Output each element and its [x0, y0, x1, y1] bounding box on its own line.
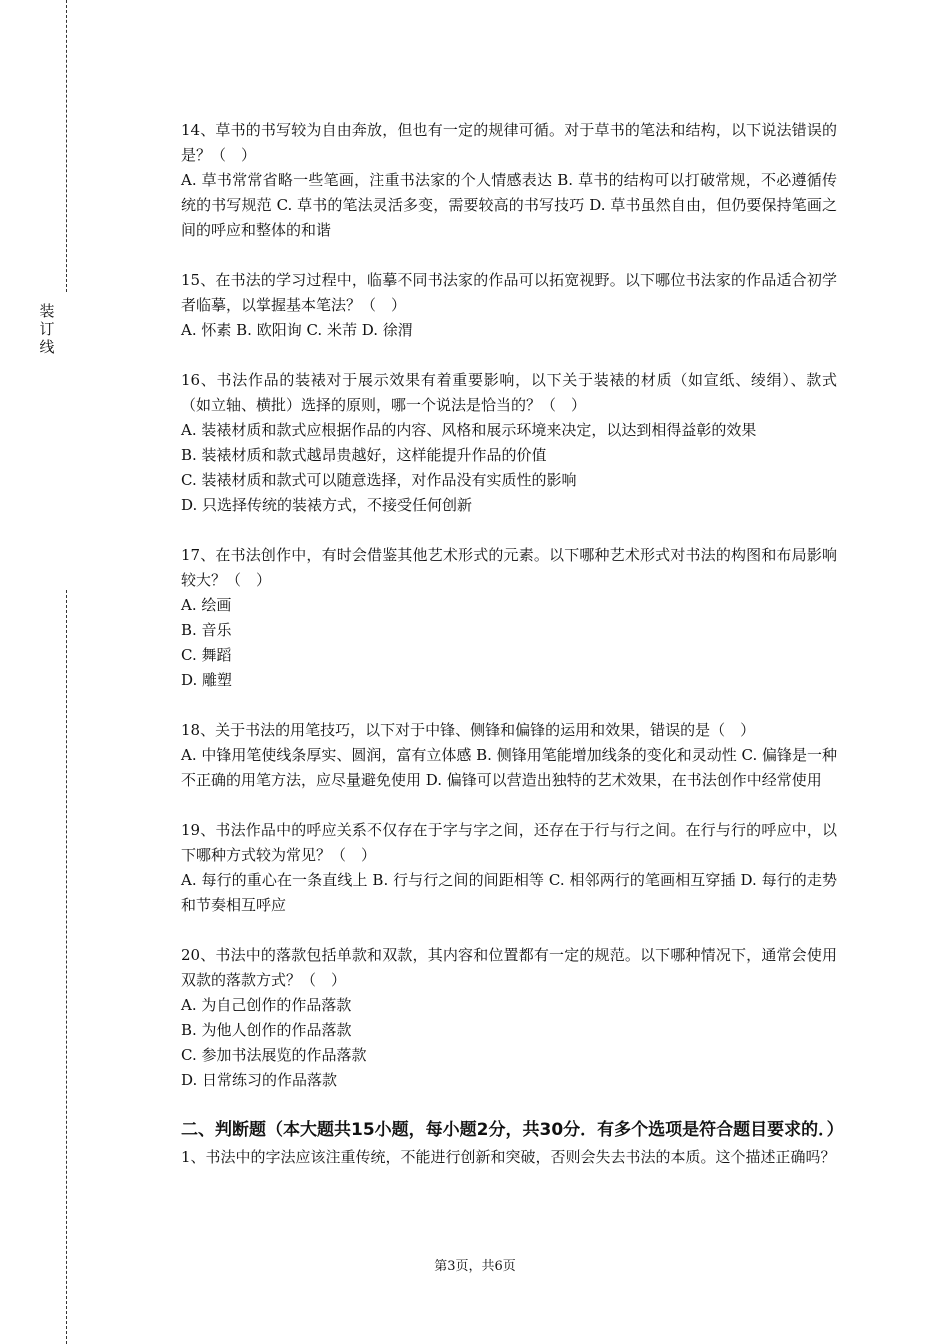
option-c: C. 参加书法展览的作品落款	[181, 1046, 367, 1064]
binding-char: 装	[39, 302, 55, 320]
page-footer: 第3页，共6页	[434, 1259, 516, 1274]
option-d: D. 雕塑	[181, 671, 233, 689]
option-d: D. 只选择传统的装裱方式，不接受任何创新	[181, 496, 473, 514]
question-stem: 14、草书的书写较为自由奔放，但也有一定的规律可循。对于草书的笔法和结构，以下说法错误的是？（ ）	[181, 121, 837, 164]
option-b: B. 音乐	[181, 621, 232, 639]
section-title: 二、判断题（本大题共15小题，每小题2分，共30分．有多个选项是符合题目要求的．）	[181, 1120, 844, 1140]
judgement-question-1: 1、书法中的字法应该注重传统，不能进行创新和突破，否则会失去书法的本质。这个描述正确吗？	[181, 1148, 836, 1166]
binding-char: 线	[39, 338, 55, 356]
option-c: C. 舞蹈	[181, 646, 232, 664]
option-d: D. 日常练习的作品落款	[181, 1071, 338, 1089]
option-a: A. 为自己创作的作品落款	[181, 996, 352, 1014]
option-b: B. 装裱材质和款式越昂贵越好，这样能提升作品的价值	[181, 446, 547, 464]
question-15	[181, 268, 837, 343]
binding-char: 订	[39, 320, 55, 338]
question-options: A. 怀素 B. 欧阳询 C. 米芾 D. 徐渭	[181, 321, 413, 339]
question-stem: 15、在书法的学习过程中，临摹不同书法家的作品可以拓宽视野。以下哪位书法家的作品适合初学者临摹，以掌握基本笔法？（ ）	[181, 271, 837, 314]
question-options: A. 草书常常省略一些笔画，注重书法家的个人情感表达 B. 草书的结构可以打破常规，不必遵循传统的书写规范 C. 草书的笔法灵活多变，需要较高的书写技巧 D. 草书虽然自由，但仍要保持笔画之间的呼应和整体的和谐	[181, 171, 837, 239]
option-c: C. 装裱材质和款式可以随意选择，对作品没有实质性的影响	[181, 471, 577, 489]
question-options: A. 每行的重心在一条直线上 B. 行与行之间的间距相等 C. 相邻两行的笔画相互穿插 D. 每行的走势和节奏相互呼应	[181, 871, 837, 914]
option-a: A. 绘画	[181, 596, 232, 614]
question-14	[181, 118, 837, 243]
binding-label	[38, 302, 56, 356]
exam-content	[181, 118, 844, 1170]
question-16	[181, 368, 837, 518]
question-17	[181, 543, 837, 693]
question-stem: 20、书法中的落款包括单款和双款，其内容和位置都有一定的规范。以下哪种情况下，通常会使用双款的落款方式？（ ）	[181, 946, 837, 989]
question-20	[181, 943, 837, 1093]
binding-dashed-line-bottom	[66, 590, 67, 1344]
option-a: A. 装裱材质和款式应根据作品的内容、风格和展示环境来决定，以达到相得益彰的效果	[181, 421, 757, 439]
question-stem: 16、书法作品的装裱对于展示效果有着重要影响，以下关于装裱的材质（如宣纸、绫绢）、款式（如立轴、横批）选择的原则，哪一个说法是恰当的？（ ）	[181, 371, 837, 414]
question-options: A. 中锋用笔使线条厚实、圆润，富有立体感 B. 侧锋用笔能增加线条的变化和灵动性 C. 偏锋是一种不正确的用笔方法，应尽量避免使用 D. 偏锋可以营造出独特的艺术效果，在书法创作中经常使用	[181, 746, 837, 789]
question-19	[181, 818, 837, 918]
question-stem: 17、在书法创作中，有时会借鉴其他艺术形式的元素。以下哪种艺术形式对书法的构图和布局影响较大？（ ）	[181, 546, 837, 589]
binding-dashed-line-top	[66, 0, 67, 292]
question-stem: 19、书法作品中的呼应关系不仅存在于字与字之间，还存在于行与行之间。在行与行的呼应中，以下哪种方式较为常见？（ ）	[181, 821, 837, 864]
question-stem: 18、关于书法的用笔技巧，以下对于中锋、侧锋和偏锋的运用和效果，错误的是（ ）	[181, 721, 756, 739]
option-b: B. 为他人创作的作品落款	[181, 1021, 352, 1039]
question-18	[181, 718, 837, 793]
